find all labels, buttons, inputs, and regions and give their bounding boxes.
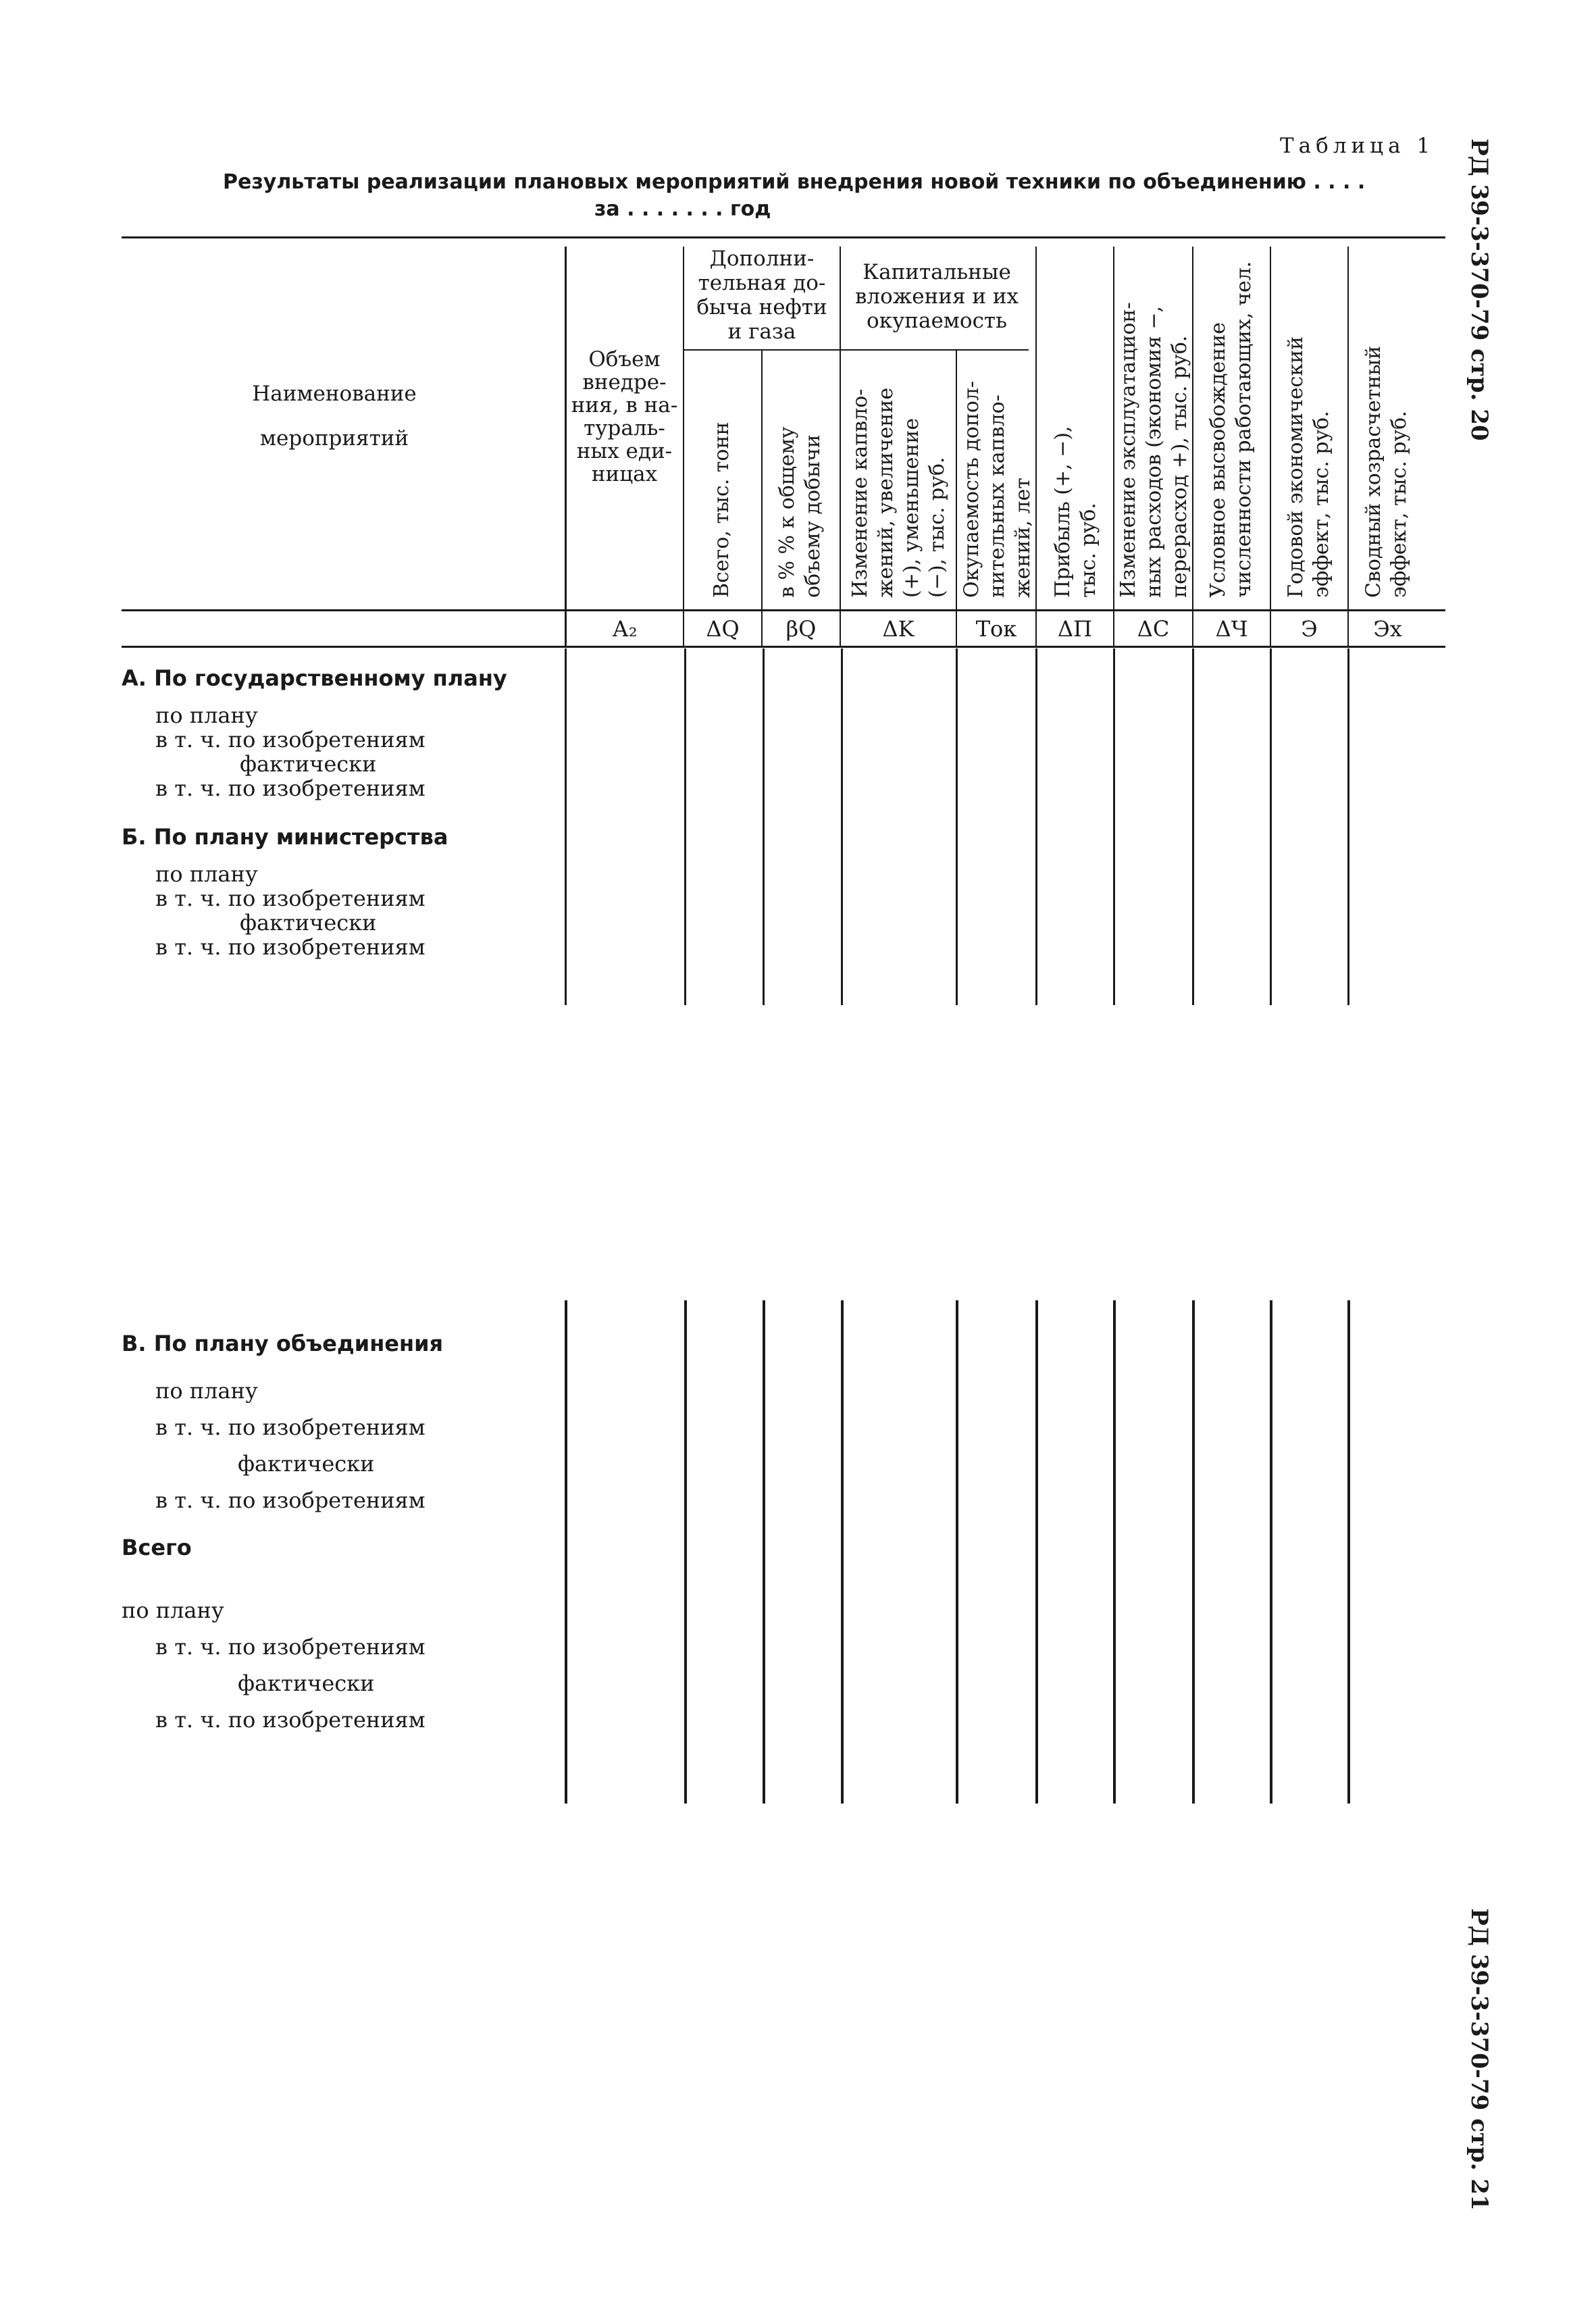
col-line-10 xyxy=(1347,247,1349,648)
section-c-heading: В. По плану объединения xyxy=(122,1331,444,1356)
section-total-actual-inventions: в т. ч. по изобретениям xyxy=(155,1707,426,1733)
table-top-rule xyxy=(122,236,1445,238)
section-b-heading: Б. По плану министерства xyxy=(122,824,448,850)
col-pct-total: в % % к общему объему добычи xyxy=(775,426,825,598)
symbol-ex: Эх xyxy=(1373,616,1402,642)
section-a-heading: А. По государственному плану xyxy=(122,665,507,691)
symbol-dq: ΔQ xyxy=(706,616,740,642)
col-capital-change: Изменение капвло- жений, увеличение (+), уменьшение (−), тыс. руб. xyxy=(848,387,949,598)
col-line-5 xyxy=(956,351,957,648)
col-profit: Прибыль (+, −), тыс. руб. xyxy=(1051,426,1100,598)
col-total-tons: Всего, тыс. тонн xyxy=(710,422,733,598)
symbol-bq: βQ xyxy=(786,616,817,642)
capital-divider xyxy=(841,349,1029,351)
col-payback: Окупаемость допол- нительных капвло- жений, лет xyxy=(960,380,1035,598)
section-total-plan: по плану xyxy=(122,1598,224,1623)
section-b-plan: по плану xyxy=(155,861,258,887)
section-c-actual-inventions: в т. ч. по изобретениям xyxy=(155,1487,426,1513)
table-number: Таблица 1 xyxy=(1280,134,1435,158)
col-line-1 xyxy=(565,247,567,648)
col-line-9 xyxy=(1270,247,1271,648)
symbol-dch: ΔЧ xyxy=(1215,616,1248,642)
symbol-dc: ΔC xyxy=(1137,616,1170,642)
section-c-plan: по плану xyxy=(155,1378,258,1404)
symbol-dp: ΔП xyxy=(1057,616,1092,642)
col-name-header: Наименование мероприятий xyxy=(252,382,417,451)
col-line-4 xyxy=(840,247,841,648)
symbol-e: Э xyxy=(1301,616,1318,642)
col-volume-header: Объем внедре- ния, в на- тураль- ных еди- ницах xyxy=(571,347,678,486)
section-a-plan-inventions: в т. ч. по изобретениям xyxy=(155,727,426,752)
section-c-plan-inventions: в т. ч. по изобретениям xyxy=(155,1414,426,1440)
table-subtitle: за . . . . . . . год xyxy=(594,197,771,221)
col-workers: Условное высвобождение численности работающих, чел. xyxy=(1206,261,1256,598)
symbol-volume: А₂ xyxy=(612,616,638,642)
col-extra-prod-header: Дополни- тельная до- быча нефти и газа xyxy=(696,247,827,344)
section-b-plan-inventions: в т. ч. по изобретениям xyxy=(155,886,426,911)
col-line-2 xyxy=(683,247,684,648)
side-header-top: РД 39-3-370-79 стр. 20 xyxy=(1466,138,1493,441)
section-c-actual: фактически xyxy=(238,1451,375,1477)
header-bottom-rule xyxy=(122,609,1445,611)
table-title: Результаты реализации плановых мероприятий внедрения новой техники по объединению . . . . xyxy=(223,170,1366,194)
section-total-plan-inventions: в т. ч. по изобретениям xyxy=(155,1634,426,1660)
col-annual-effect: Годовой экономический эффект, тыс. руб. xyxy=(1284,336,1333,598)
section-total-actual: фактически xyxy=(238,1670,375,1696)
col-line-7 xyxy=(1113,247,1114,648)
section-b-actual-inventions: в т. ч. по изобретениям xyxy=(155,934,426,960)
col-operating: Изменение эксплуатацион- ных расходов (экономия −, перерасход +), тыс. руб. xyxy=(1116,302,1191,598)
symbol-row-rule xyxy=(122,646,1445,648)
col-line-3 xyxy=(761,351,763,648)
col-summary-effect: Сводный хозрасчетный эффект, тыс. руб. xyxy=(1362,345,1411,598)
symbol-tok: Tок xyxy=(975,616,1017,642)
side-header-bottom: РД 39-3-370-79 стр. 21 xyxy=(1466,1908,1493,2211)
section-b-actual: фактически xyxy=(240,910,377,936)
section-a-actual: фактически xyxy=(240,751,377,777)
col-capital-header: Капитальные вложения и их окупаемость xyxy=(854,260,1019,333)
section-total-heading: Всего xyxy=(122,1535,192,1560)
symbol-dk: ΔK xyxy=(882,616,915,642)
section-a-actual-inventions: в т. ч. по изобретениям xyxy=(155,775,426,801)
section-a-plan: по плану xyxy=(155,703,258,728)
